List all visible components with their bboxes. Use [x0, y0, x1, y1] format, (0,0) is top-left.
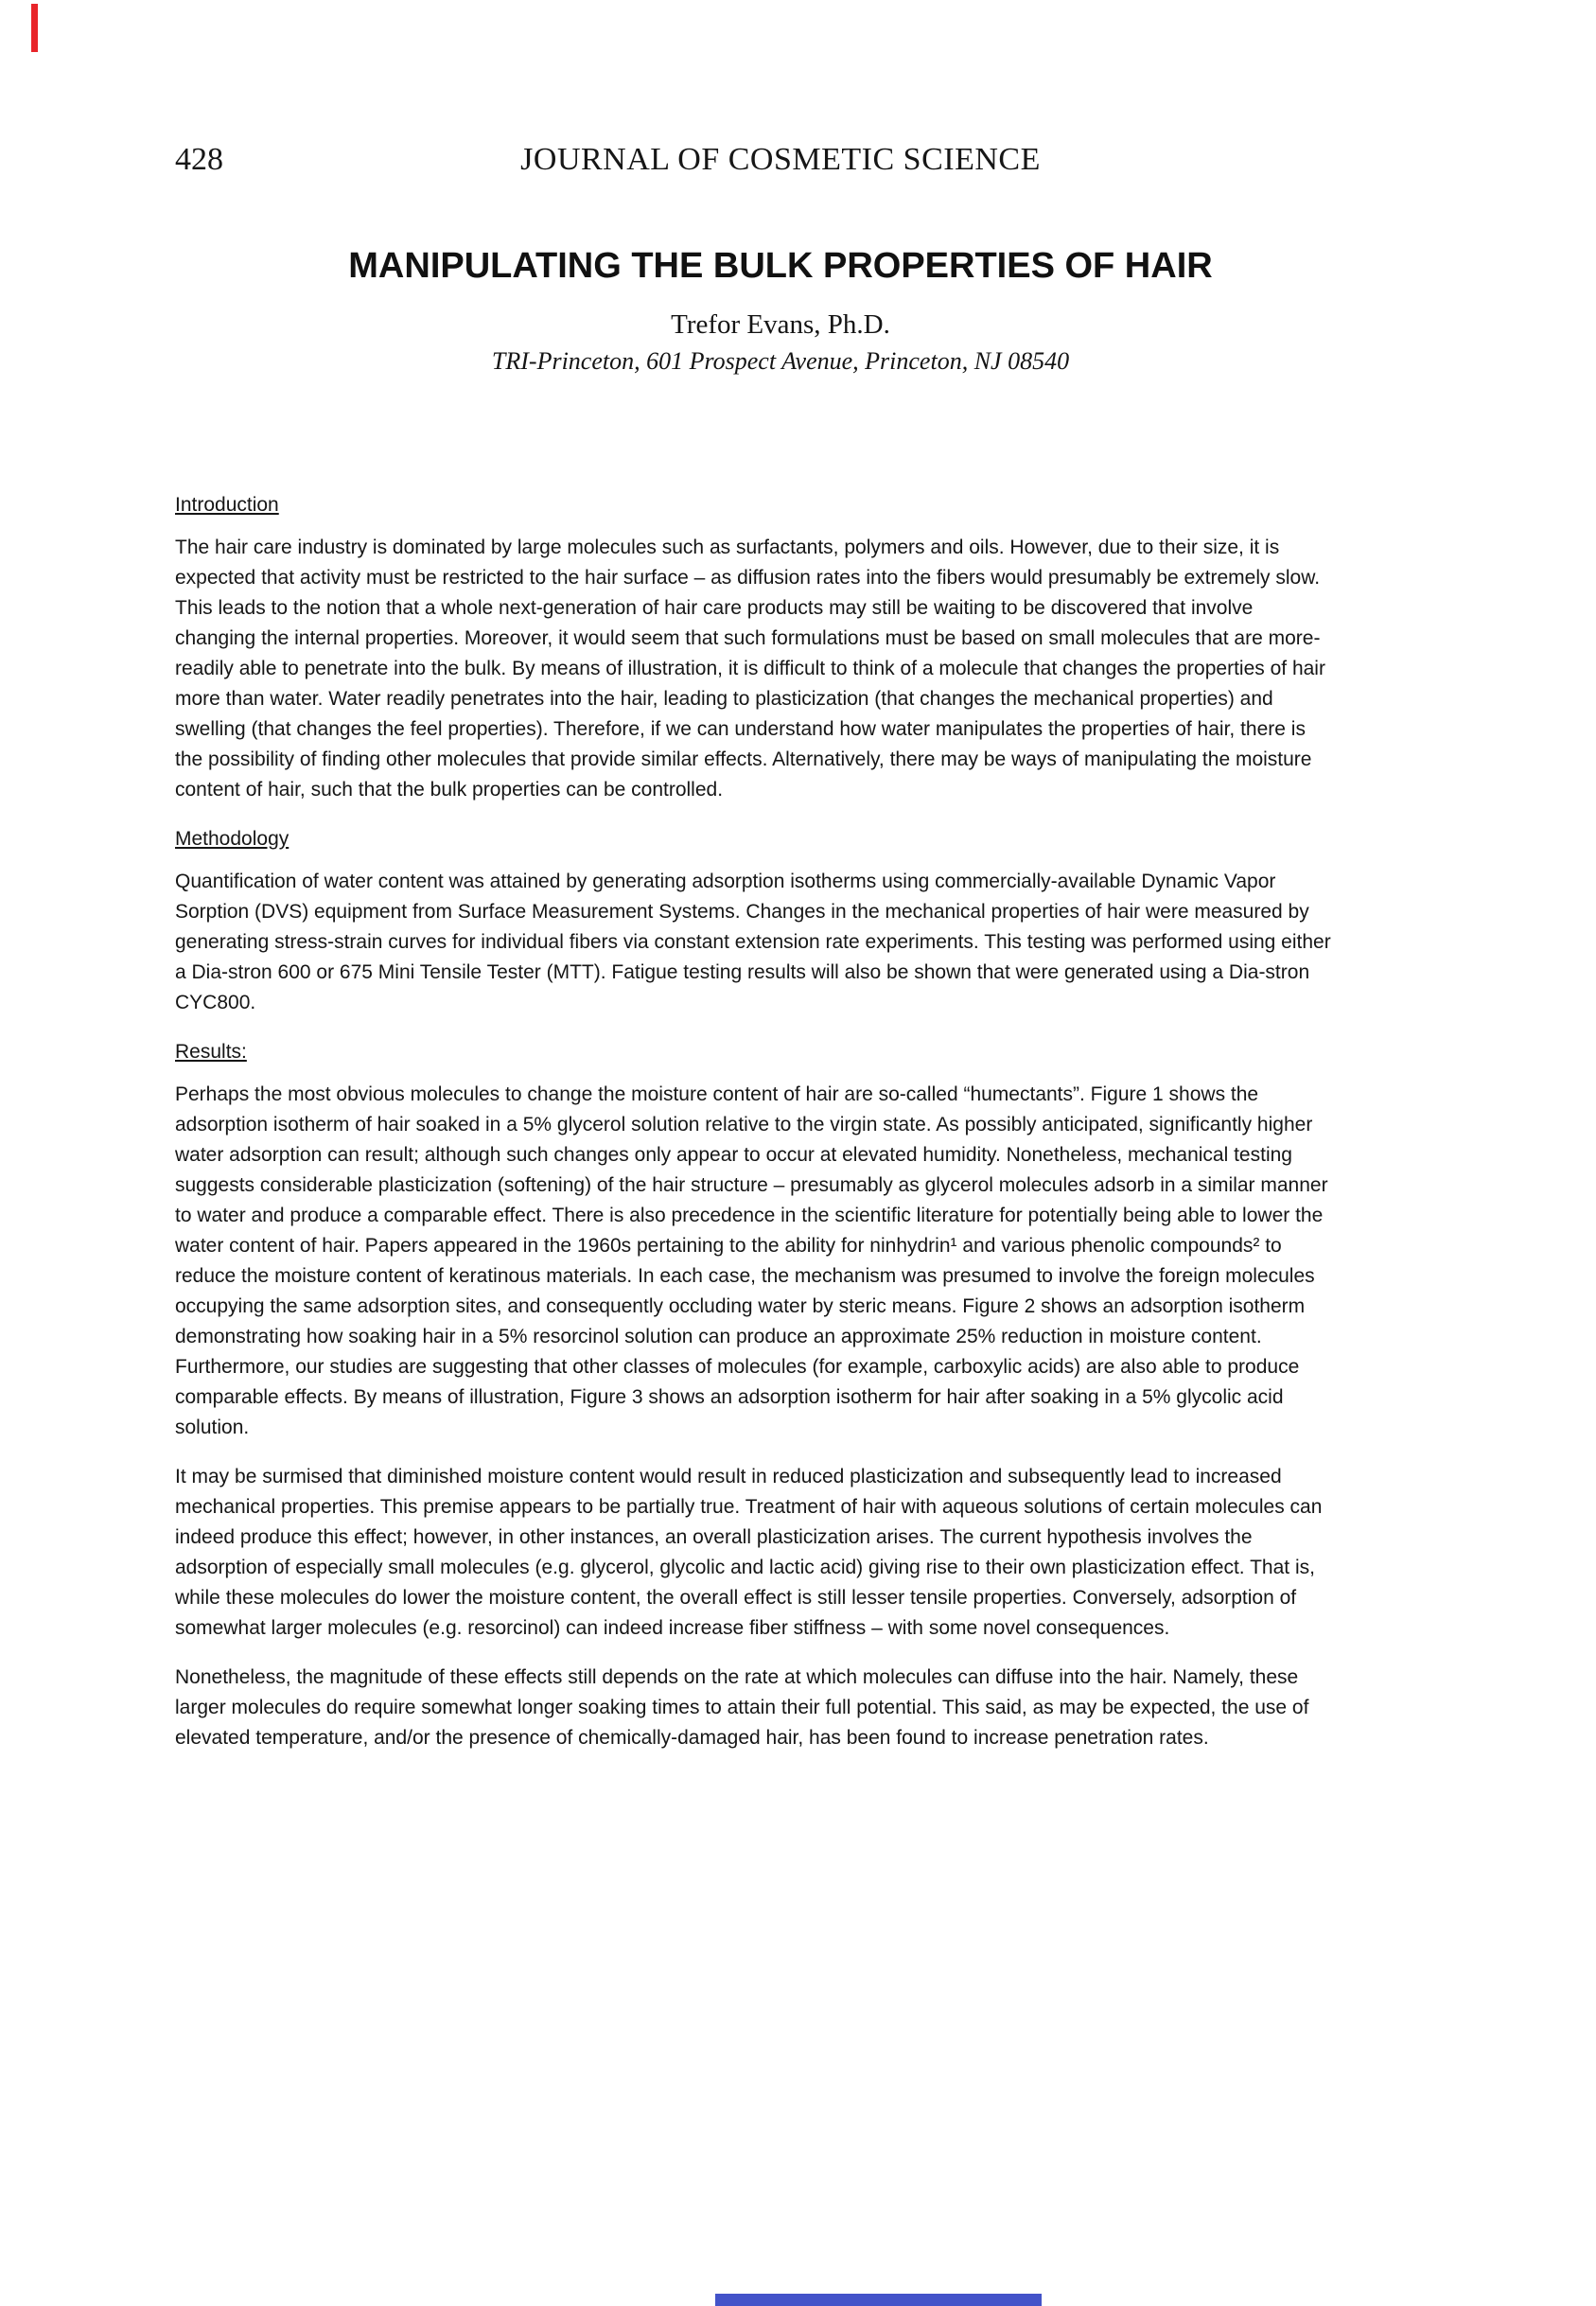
- body-line: readily able to penetrate into the bulk. By means of illustration, it is difficult to think of a molecule that changes the properties of hair: [175, 658, 1325, 679]
- body-line: occupying the same adsorption sites, and consequently occluding water by steric means. Figure 2 shows an adsorption isotherm: [175, 1295, 1306, 1317]
- body-line: Nonetheless, the magnitude of these effects still depends on the rate at which molecules can diffuse into the hair. Namely, these: [175, 1666, 1299, 1688]
- body-line: while these molecules do lower the moisture content, the overall effect is still lesser tensile properties. Conversely, adsorption of: [175, 1587, 1297, 1609]
- body-line: adsorption isotherm of hair soaked in a 5% glycerol solution relative to the virgin state. As possibly anticipated, significantly higher: [175, 1114, 1313, 1135]
- article-title: MANIPULATING THE BULK PROPERTIES OF HAIR: [348, 246, 1213, 286]
- body-line: elevated temperature, and/or the presence of chemically-damaged hair, has been found to increase penetration rates.: [175, 1727, 1209, 1749]
- body-line: the possibility of finding other molecules that provide similar effects. Alternatively, there may be ways of manipulating the moisture: [175, 748, 1312, 770]
- body-line: Quantification of water content was attained by generating adsorption isotherms using commercially-available Dynamic Vapor: [175, 871, 1276, 892]
- body-line: It may be surmised that diminished moisture content would result in reduced plasticization and subsequently lead to increased: [175, 1466, 1282, 1487]
- page-header: [175, 142, 1386, 182]
- body-line: mechanical properties. This premise appears to be partially true. Treatment of hair with aqueous solutions of certain molecules can: [175, 1496, 1323, 1518]
- body-line: content of hair, such that the bulk properties can be controlled.: [175, 779, 724, 801]
- journal-title: JOURNAL OF COSMETIC SCIENCE: [520, 142, 1041, 177]
- body-line: The hair care industry is dominated by large molecules such as surfactants, polymers and oils. However, due to their size, it is: [175, 537, 1280, 558]
- article-affiliation: TRI-Princeton, 601 Prospect Avenue, Princeton, NJ 08540: [491, 347, 1070, 375]
- section-heading: Methodology: [175, 828, 289, 850]
- article-author: Trefor Evans, Ph.D.: [671, 309, 890, 340]
- body-line: larger molecules do require somewhat longer soaking times to attain their full potential. This said, as may be expected, the use of: [175, 1697, 1309, 1718]
- body-line: reduce the moisture content of keratinous materials. In each case, the mechanism was presumed to involve the foreign molecules: [175, 1265, 1315, 1287]
- body-line: water adsorption can result; although such changes only appear to occur at elevated humidity. Nonetheless, mechanical testing: [175, 1144, 1292, 1166]
- body-line: somewhat larger molecules (e.g. resorcinol) can indeed increase fiber stiffness – with some novel consequences.: [175, 1617, 1170, 1639]
- paragraph: [175, 1462, 1386, 1644]
- body-line: suggests considerable plasticization (softening) of the hair structure – presumably as glycerol molecules adsorb in a similar manner: [175, 1174, 1328, 1196]
- paragraph: [175, 867, 1386, 1018]
- paragraph: [175, 1663, 1386, 1753]
- paragraph: [175, 1080, 1386, 1443]
- body-line: changing the internal properties. Moreover, it would seem that such formulations must be based on small molecules that are more-: [175, 627, 1321, 649]
- body-line: CYC800.: [175, 992, 256, 1013]
- body-line: Furthermore, our studies are suggesting that other classes of molecules (for example, carboxylic acids) are also able to produce: [175, 1356, 1300, 1378]
- page-number: 428: [175, 142, 223, 177]
- body-line: Perhaps the most obvious molecules to change the moisture content of hair are so-called “humectants”. Figure 1 shows the: [175, 1083, 1259, 1105]
- article-body: [175, 490, 1386, 1772]
- body-line: swelling (that changes the feel properties). Therefore, if we can understand how water manipulates the properties of hair, there is: [175, 718, 1306, 740]
- body-line: to water and produce a comparable effect. There is also precedence in the scientific literature for potentially being able to lower the: [175, 1205, 1324, 1226]
- red-annotation-mark: [31, 4, 38, 52]
- body-line: indeed produce this effect; however, in other instances, an overall plasticization arises. The current hypothesis involves the: [175, 1526, 1253, 1548]
- body-line: demonstrating how soaking hair in a 5% resorcinol solution can produce an approximate 25% reduction in moisture content.: [175, 1326, 1262, 1347]
- body-line: water content of hair. Papers appeared in the 1960s pertaining to the ability for ninhydrin¹ and various phenolic compounds² to: [175, 1235, 1282, 1257]
- body-line: solution.: [175, 1417, 250, 1438]
- body-line: more than water. Water readily penetrates into the hair, leading to plasticization (that changes the mechanical properties) and: [175, 688, 1273, 710]
- body-line: adsorption of especially small molecules (e.g. glycerol, glycolic and lactic acid) giving rise to their own plasticization effect. That is,: [175, 1557, 1315, 1578]
- body-line: comparable effects. By means of illustration, Figure 3 shows an adsorption isotherm for hair after soaking in a 5% glycolic acid: [175, 1386, 1284, 1408]
- body-line: Sorption (DVS) equipment from Surface Measurement Systems. Changes in the mechanical properties of hair were measured by: [175, 901, 1309, 923]
- section-heading: Introduction: [175, 494, 279, 516]
- body-line: a Dia-stron 600 or 675 Mini Tensile Tester (MTT). Fatigue testing results will also be shown that were generated using a Dia-stron: [175, 961, 1310, 983]
- blue-annotation-bar: [715, 2294, 1042, 2306]
- paragraph: [175, 533, 1386, 805]
- body-line: generating stress-strain curves for individual fibers via constant extension rate experiments. This testing was performed using either: [175, 931, 1331, 953]
- section-heading: Results:: [175, 1041, 247, 1063]
- body-line: This leads to the notion that a whole next-generation of hair care products may still be waiting to be discovered that involve: [175, 597, 1254, 619]
- body-line: expected that activity must be restricted to the hair surface – as diffusion rates into the fibers would presumably be extremely slow.: [175, 567, 1321, 589]
